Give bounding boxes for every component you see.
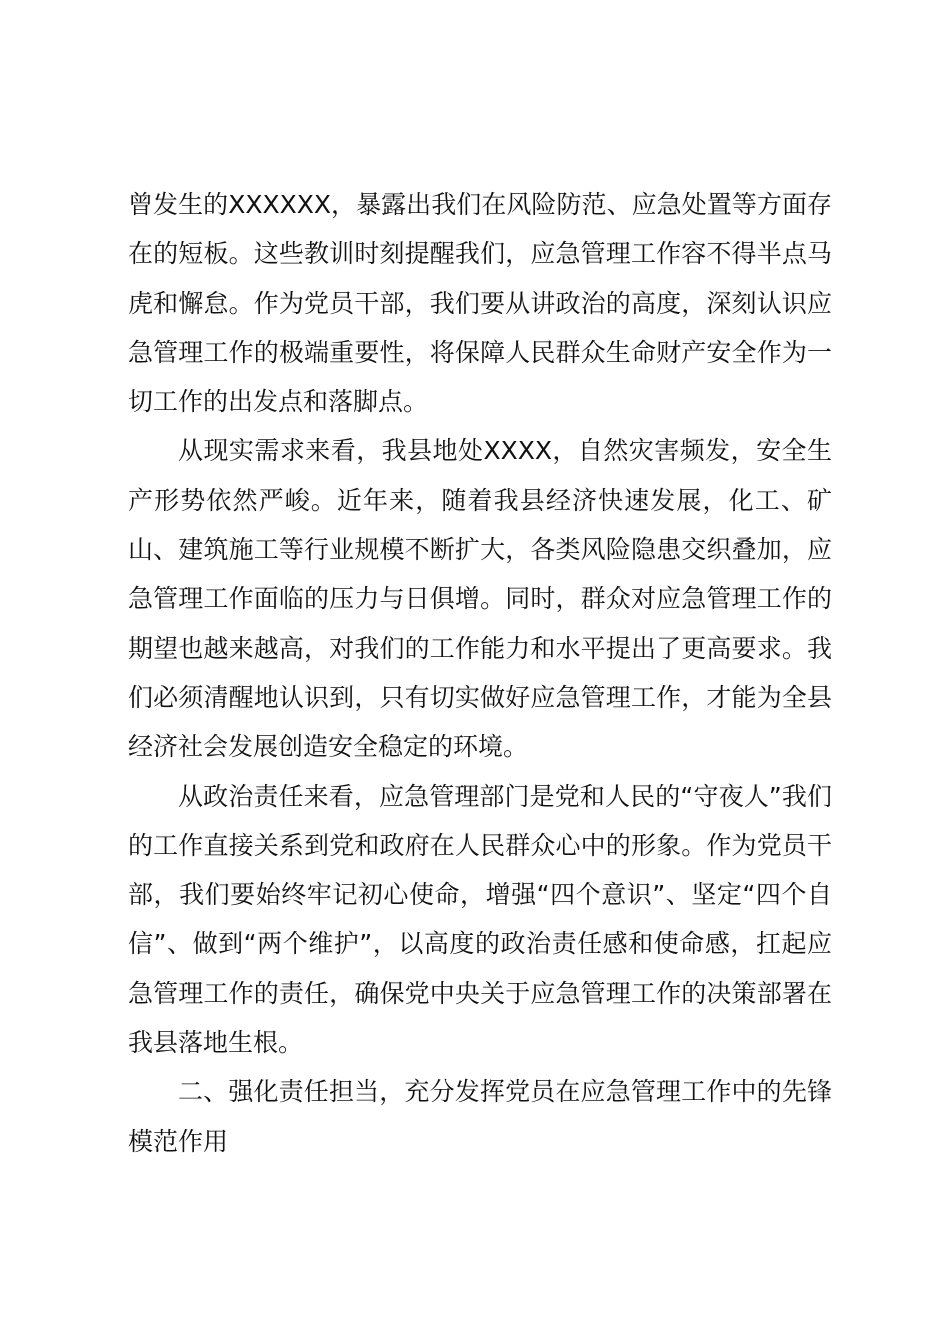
section-heading-two: 二、强化责任担当，充分发挥党员在应急管理工作中的先锋模范作用 [128,1077,832,1156]
document-body [128,180,832,1166]
paragraph-realistic-needs: 从现实需求来看，我县地处XXXX，自然灾害频发，安全生产形势依然严峻。近年来，随着我县经济快速发展，化工、矿山、建筑施工等行业规模不断扩大，各类风险隐患交织叠加，应急管理工作面临的压力与日俱增。同时，群众对应急管理工作的期望也越来越高，对我们的工作能力和水平提出了更高要求。我们必须清醒地认识到，只有切实做好应急管理工作，才能为全县经济社会发展创造安全稳定的环境。 [128,436,832,762]
paragraph-political-responsibility: 从政治责任来看，应急管理部门是党和人民的“守夜人”我们的工作直接关系到党和政府在人民群众心中的形象。作为党员干部，我们要始终牢记初心使命，增强“四个意识”、坚定“四个自信”、做到“两个维护”，以高度的政治责任感和使命感，扛起应急管理工作的责任，确保党中央关于应急管理工作的决策部署在我县落地生根。 [128,781,832,1058]
paragraph-continuation: 曾发生的XXXXXX，暴露出我们在风险防范、应急处置等方面存在的短板。这些教训时刻提醒我们，应急管理工作容不得半点马虎和懈怠。作为党员干部，我们要从讲政治的高度，深刻认识应急管理工作的极端重要性，将保障人民群众生命财产安全作为一切工作的出发点和落脚点。 [128,190,832,417]
